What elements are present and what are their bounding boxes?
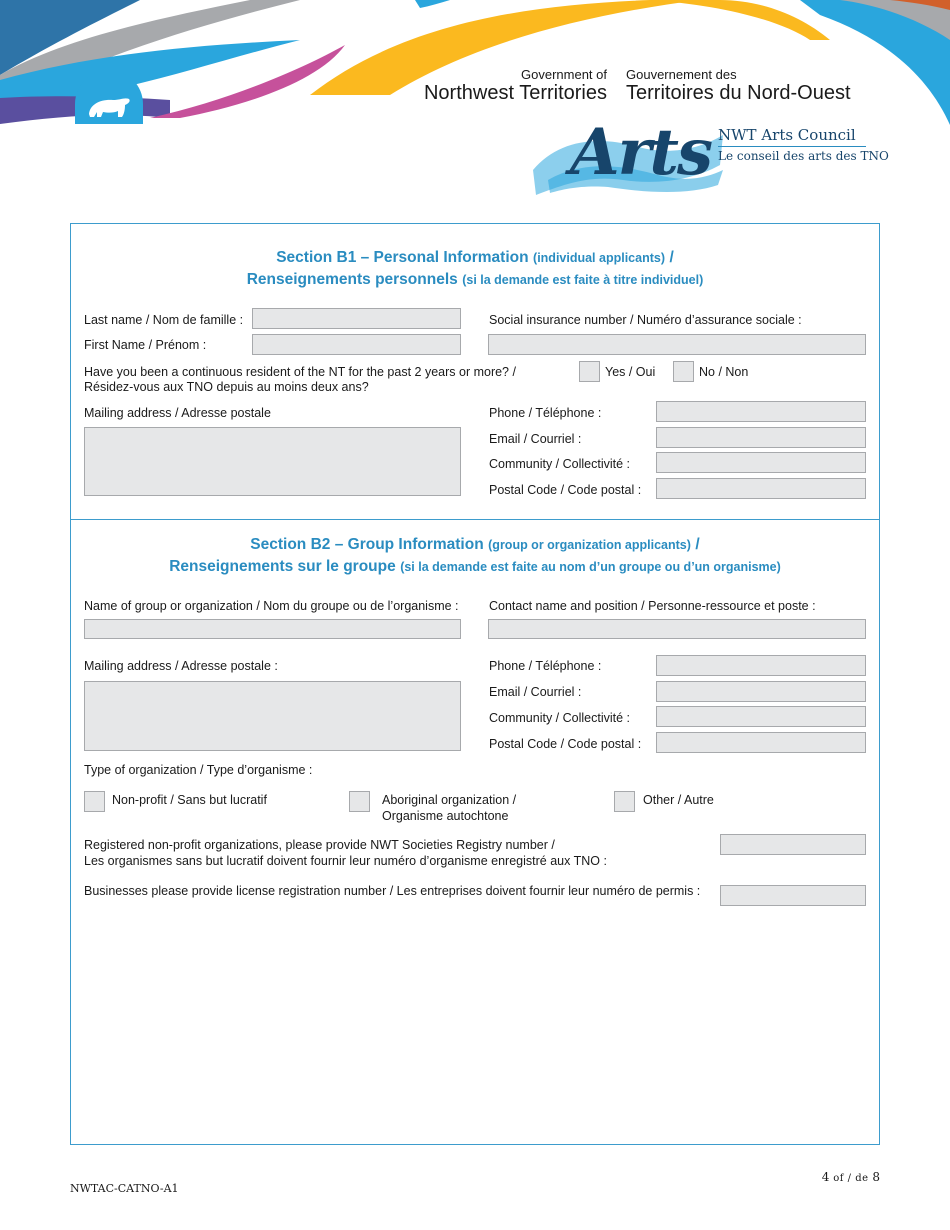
b2-mailing-label: Mailing address / Adresse postale : [84,659,278,673]
contact-label: Contact name and position / Personne-ressource et poste : [489,599,816,613]
resident-no-checkbox[interactable] [673,361,694,382]
b1-postal-field[interactable] [656,478,866,499]
section-b2-title-note: (group or organization applicants) [488,538,691,552]
b1-email-field[interactable] [656,427,866,448]
section-b2-title-fr-main: Renseignements sur le groupe [169,558,396,575]
b2-mailing-address-field[interactable] [84,681,461,751]
aboriginal-label-en: Aboriginal organization / [382,793,517,807]
page-current: 4 [821,1170,830,1184]
group-name-label: Name of group or organization / Nom du groupe ou de l’organisme : [84,599,459,613]
b2-phone-label: Phone / Téléphone : [489,659,602,673]
council-rule [718,146,866,147]
page-total: 8 [872,1170,880,1184]
registry-number-field[interactable] [720,834,866,855]
nonprofit-checkbox[interactable] [84,791,105,812]
contact-field[interactable] [488,619,866,639]
first-name-field[interactable] [252,334,461,355]
section-b2-title-slash: / [695,536,700,553]
resident-yes-checkbox[interactable] [579,361,600,382]
gov-fr-line2: Territoires du Nord-Ouest [626,82,851,104]
form-code: NWTAC-CATNO-A1 [70,1182,179,1195]
resident-question-en: Have you been a continuous resident of the NT for the past 2 years or more? / [84,365,516,379]
page-of-label: of / de [833,1173,869,1184]
arts-logo-word: Arts [570,115,711,190]
resident-question-fr: Résidez-vous aux TNO depuis au moins deux ans? [84,380,369,394]
section-b1-title [70,249,880,267]
aboriginal-label-fr: Organisme autochtone [382,809,509,823]
last-name-field[interactable] [252,308,461,329]
last-name-label: Last name / Nom de famille : [84,313,244,327]
council-name-fr: Le conseil des arts des TNO [718,149,889,163]
b2-postal-label: Postal Code / Code postal : [489,737,642,751]
b1-phone-field[interactable] [656,401,866,422]
other-checkbox[interactable] [614,791,635,812]
b1-community-label: Community / Collectivité : [489,457,631,471]
sin-field[interactable] [488,334,866,355]
first-name-label: First Name / Prénom : [84,338,207,352]
section-b1-title-slash: / [669,249,674,266]
sin-label: Social insurance number / Numéro d’assurance sociale : [489,313,802,327]
gov-en-line2: Northwest Territories [423,82,607,104]
other-label: Other / Autre [643,793,714,807]
section-b2-title-fr-note: (si la demande est faite au nom d’un groupe ou d’un organisme) [400,560,781,574]
b1-mailing-address-field[interactable] [84,427,461,496]
business-license-label: Businesses please provide license registration number / Les entreprises doivent fournir leur numéro de permis : [84,884,701,898]
section-b2-title-main: Section B2 – Group Information [250,536,484,553]
resident-no-label: No / Non [699,365,749,379]
b2-community-field[interactable] [656,706,866,727]
section-b1-title-main: Section B1 – Personal Information [276,249,529,266]
section-b1-title-fr-main: Renseignements personnels [246,271,458,288]
registry-label-en: Registered non-profit organizations, please provide NWT Societies Registry number / [84,838,555,852]
registry-label-fr: Les organismes sans but lucratif doivent fournir leur numéro d’organisme enregistré aux TNO : [84,854,607,868]
gov-fr-line1: Gouvernement des [626,67,737,82]
b1-community-field[interactable] [656,452,866,473]
section-b2-title-fr [70,558,880,576]
group-name-field[interactable] [84,619,461,639]
b1-mailing-label: Mailing address / Adresse postale [84,406,271,420]
section-b2-title [70,536,880,554]
b1-email-label: Email / Courriel : [489,432,582,446]
polar-bear-icon [75,70,143,130]
section-b1-title-fr-note: (si la demande est faite à titre individuel) [462,273,704,287]
resident-yes-label: Yes / Oui [605,365,656,379]
b2-email-field[interactable] [656,681,866,702]
b1-postal-label: Postal Code / Code postal : [489,483,642,497]
aboriginal-checkbox[interactable] [349,791,370,812]
nonprofit-label: Non-profit / Sans but lucratif [112,793,267,807]
b1-phone-label: Phone / Téléphone : [489,406,602,420]
gov-en-line1: Government of [521,67,607,82]
council-name-en: NWT Arts Council [718,126,856,144]
section-divider [70,519,880,520]
b2-phone-field[interactable] [656,655,866,676]
b2-community-label: Community / Collectivité : [489,711,631,725]
page-number [822,1170,880,1184]
b2-postal-field[interactable] [656,732,866,753]
business-license-field[interactable] [720,885,866,906]
section-b1-title-note: (individual applicants) [533,251,665,265]
org-type-label: Type of organization / Type d’organisme : [84,763,313,777]
b2-email-label: Email / Courriel : [489,685,582,699]
section-b1-title-fr [70,271,880,289]
